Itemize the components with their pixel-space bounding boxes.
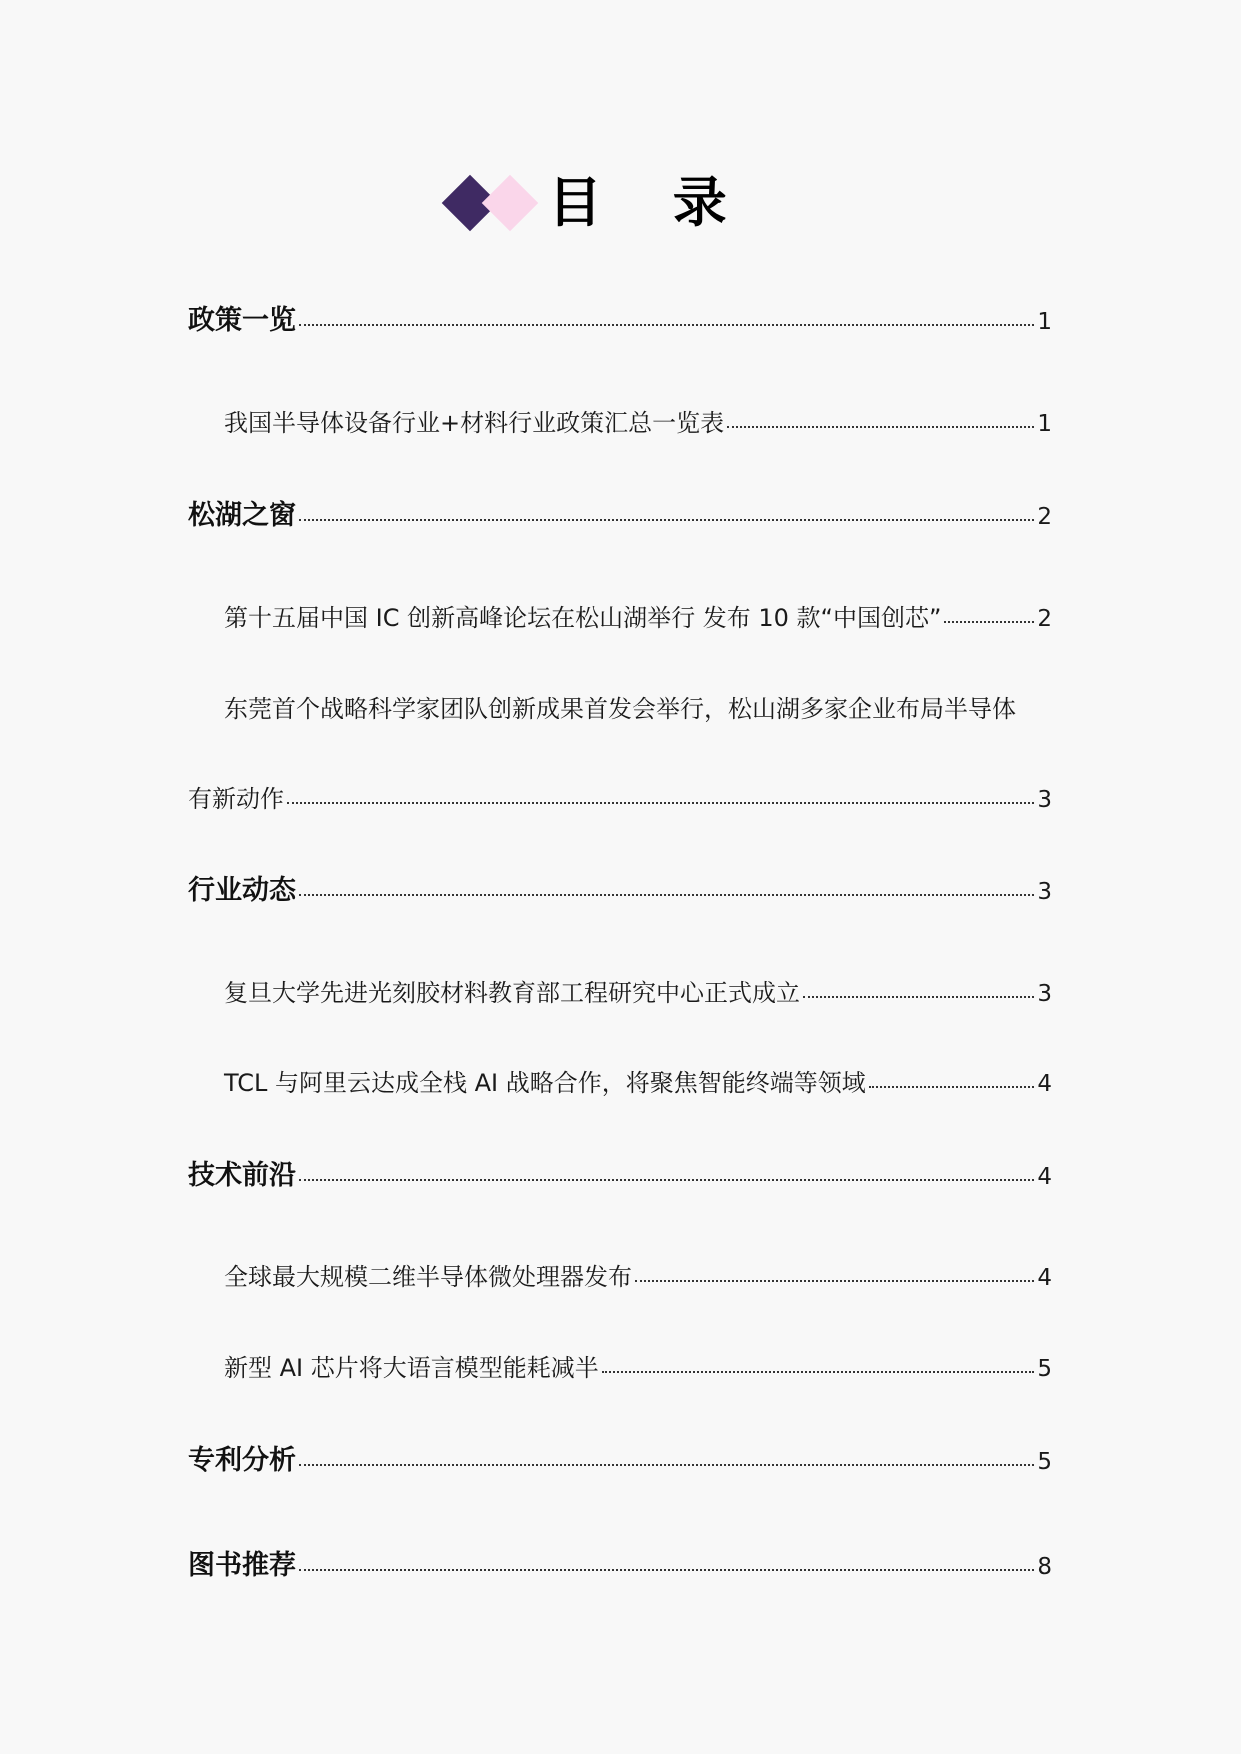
toc-page-number: 8 (1037, 1554, 1052, 1580)
toc-page-number: 5 (1037, 1356, 1052, 1382)
toc-entry-label: 全球最大规模二维半导体微处理器发布 (224, 1263, 632, 1291)
toc-entry-policy-summary[interactable] (188, 411, 1052, 436)
toc-entry-label: 新型 AI 芯片将大语言模型能耗减半 (224, 1354, 599, 1382)
toc-entry-tcl-alibaba[interactable] (188, 1071, 1052, 1096)
toc-entry-book-recommend[interactable] (188, 1552, 1052, 1579)
toc-entry-label: 图书推荐 (188, 1550, 296, 1581)
toc-page-number: 2 (1037, 606, 1052, 632)
dot-leader (602, 1371, 1035, 1373)
toc-entry-strategist-team-line1[interactable]: 东莞首个战略科学家团队创新成果首发会举行，松山湖多家企业布局半导体 (224, 695, 1016, 723)
dot-leader (287, 802, 1034, 804)
diamond-logo-icon (440, 171, 544, 235)
toc-page-number: 3 (1037, 981, 1052, 1007)
dot-leader (299, 1464, 1034, 1466)
toc-entry-fudan-photoresist[interactable] (188, 981, 1052, 1006)
toc-entry-strategist-team-line2[interactable] (188, 787, 1052, 812)
toc-page-number: 4 (1037, 1265, 1052, 1291)
toc-entry-label: 有新动作 (188, 785, 284, 813)
toc-page-number: 4 (1037, 1164, 1052, 1190)
toc-entry-tech-frontier[interactable] (188, 1162, 1052, 1189)
toc-entry-industry-news[interactable] (188, 877, 1052, 904)
dot-leader (299, 519, 1034, 521)
toc-entry-ai-chip[interactable] (188, 1356, 1052, 1381)
dot-leader (869, 1086, 1035, 1088)
light-diamond-icon (482, 175, 539, 232)
toc-entry-patent-analysis[interactable] (188, 1447, 1052, 1474)
toc-page-number: 3 (1037, 787, 1052, 813)
toc-header (440, 165, 753, 241)
toc-entry-label: 松湖之窗 (188, 500, 296, 531)
toc-page-number: 1 (1037, 309, 1052, 335)
toc-page-number: 3 (1037, 879, 1052, 905)
toc-entry-label: 行业动态 (188, 875, 296, 906)
toc-entry-policy[interactable] (188, 307, 1052, 334)
dot-leader (803, 996, 1034, 998)
dot-leader (299, 894, 1034, 896)
toc-entry-label: 第十五届中国 IC 创新高峰论坛在松山湖举行 发布 10 款“中国创芯” (224, 604, 942, 632)
toc-entry-songhu-window[interactable] (188, 502, 1052, 529)
dot-leader (944, 621, 1034, 623)
toc-entry-2d-processor[interactable] (188, 1265, 1052, 1290)
dot-leader (299, 324, 1034, 326)
toc-entry-label: 复旦大学先进光刻胶材料教育部工程研究中心正式成立 (224, 979, 800, 1007)
toc-entry-label: 专利分析 (188, 1445, 296, 1476)
dot-leader (635, 1280, 1034, 1282)
toc-entry-label: TCL 与阿里云达成全栈 AI 战略合作，将聚焦智能终端等领域 (224, 1069, 866, 1097)
toc-page-number: 4 (1037, 1071, 1052, 1097)
toc-entry-label: 我国半导体设备行业+材料行业政策汇总一览表 (224, 409, 725, 437)
toc-entry-ic-summit[interactable] (188, 606, 1052, 631)
toc-entry-label: 技术前沿 (188, 1160, 296, 1191)
toc-page-number: 5 (1037, 1449, 1052, 1475)
dot-leader (299, 1569, 1034, 1571)
toc-page-number: 1 (1037, 411, 1052, 437)
dot-leader (299, 1179, 1034, 1181)
dot-leader (727, 426, 1034, 428)
toc-entry-label: 政策一览 (188, 305, 296, 336)
page-title: 目 录 (548, 171, 753, 234)
toc-page-number: 2 (1037, 504, 1052, 530)
